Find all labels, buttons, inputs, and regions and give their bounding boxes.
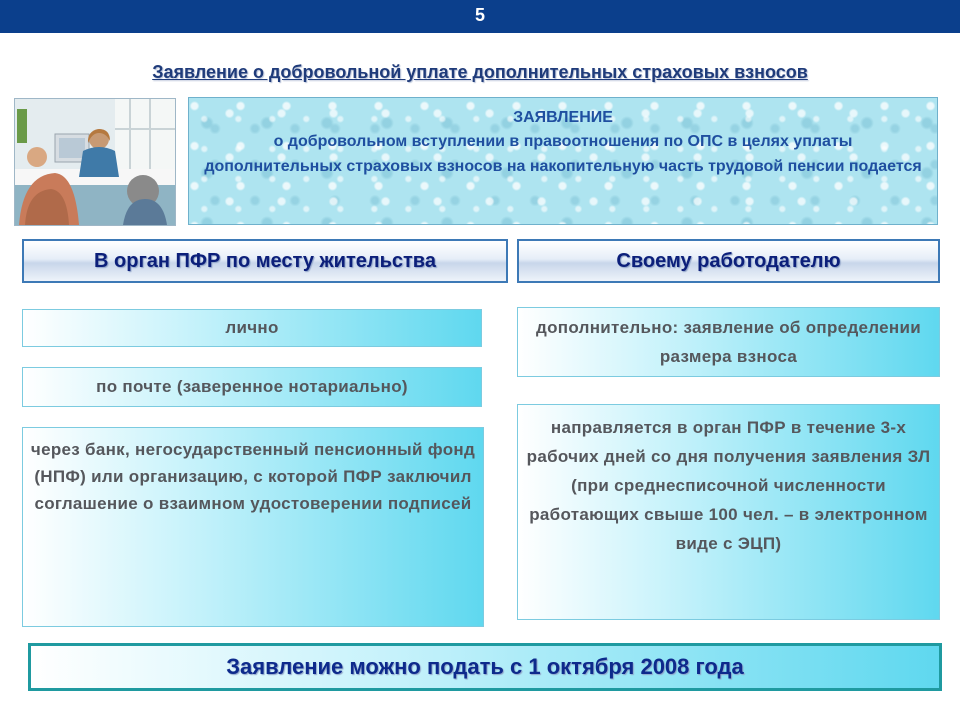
declaration-text: о добровольном вступлении в правоотношения по ОПС в целях уплаты дополнительных страховых взносов на накопительную часть трудовой пенсии подается: [204, 133, 922, 175]
declaration-box: [188, 97, 938, 225]
office-reception-photo: [15, 99, 175, 225]
option-personally: лично: [22, 309, 482, 347]
page-title: Заявление о добровольной уплате дополнительных страховых взносов: [152, 62, 808, 82]
top-bar: [0, 0, 960, 33]
footer-text: Заявление можно подать с 1 октября 2008 года: [226, 654, 744, 679]
option-via-bank: через банк, негосударственный пенсионный фонд (НПФ) или организацию, с которой ПФР заключил соглашение о взаимном удостоверении подписей: [22, 427, 484, 627]
option-by-mail: по почте (заверенное нотариально): [22, 367, 482, 407]
employer-header: [517, 239, 940, 283]
employer-header-label: Своему работодателю: [616, 250, 841, 272]
forwarding-electronic-text: (при среднесписочной численности работающих свыше 100 чел. – в электронном виде с ЭЦП): [529, 476, 928, 553]
employer-forwarding-note: [517, 404, 940, 620]
declaration-heading: ЗАЯВЛЕНИЕ: [513, 109, 613, 126]
employer-additional-note: дополнительно: заявление об определении размера взноса: [517, 307, 940, 377]
office-photo: [14, 98, 176, 226]
pfr-office-header: [22, 239, 508, 283]
slide-number: 5: [474, 5, 485, 25]
pfr-office-header-label: В орган ПФР по месту жительства: [94, 250, 436, 272]
footer-banner: [28, 643, 942, 691]
forwarding-text: направляется в орган ПФР в течение 3-х рабочих дней со дня получения заявления ЗЛ: [526, 418, 931, 466]
